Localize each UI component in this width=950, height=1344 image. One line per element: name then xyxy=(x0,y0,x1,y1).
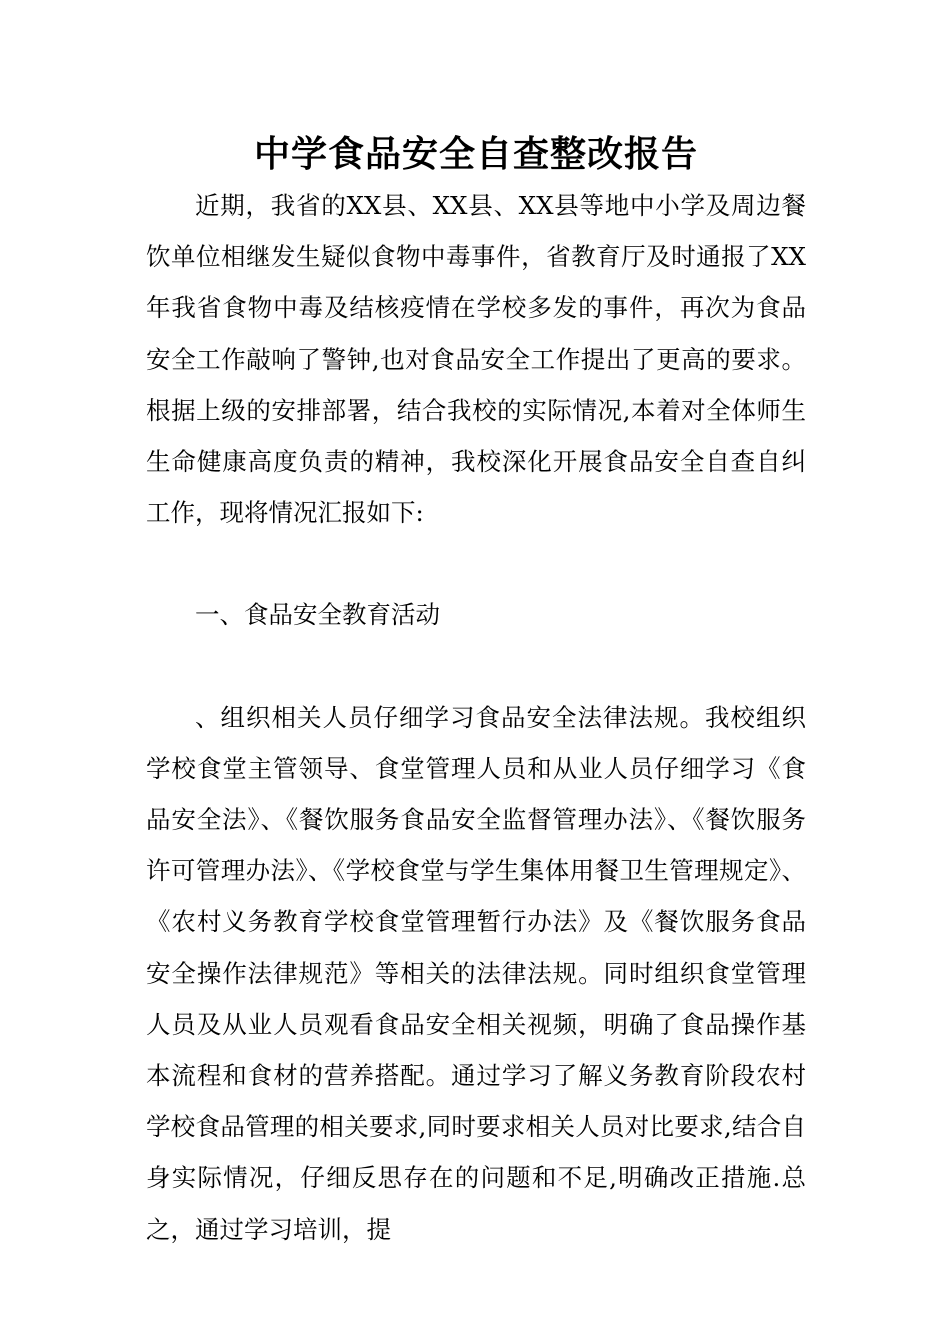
spacer xyxy=(146,641,806,692)
spacer xyxy=(146,538,806,589)
section-paragraph: 、组织相关人员仔细学习食品安全法律法规。我校组织学校食堂主管领导、食堂管理人员和从业人员仔细学习《食品安全法》、《餐饮服务食品安全监督管理办法》、《餐饮服务许可管理办法》、《学校食堂与学生集体用餐卫生管理规定》、《农村义务教育学校食堂管理暂行办法》及《餐饮服务食品安全操作法律规范》等相关的法律法规。同时组织食堂管理人员及从业人员观看食品安全相关视频，明确了食品操作基本流程和食材的营养搭配。通过学习了解义务教育阶段农村学校食品管理的相关要求,同时要求相关人员对比要求,结合自身实际情况，仔细反思存在的问题和不足,明确改正措施.总之，通过学习培训，提 xyxy=(146,702,806,1244)
section-heading: 一、食品安全教育活动 xyxy=(195,600,440,630)
intro-paragraph: 近期，我省的XX县、XX县、XX县等地中小学及周边餐饮单位相继发生疑似食物中毒事件，省教育厅及时通报了XX年我省食物中毒及结核疫情在学校多发的事件，再次为食品安全工作敲响了警钟,也对食品安全工作提出了更高的要求。根据上级的安排部署，结合我校的实际情况,本着对全体师生生命健康高度负责的精神，我校深化开展食品安全自查自纠工作，现将情况汇报如下: xyxy=(146,191,806,528)
document-title: 中学食品安全自查整改报告 xyxy=(253,133,698,175)
document-page xyxy=(146,128,806,1255)
